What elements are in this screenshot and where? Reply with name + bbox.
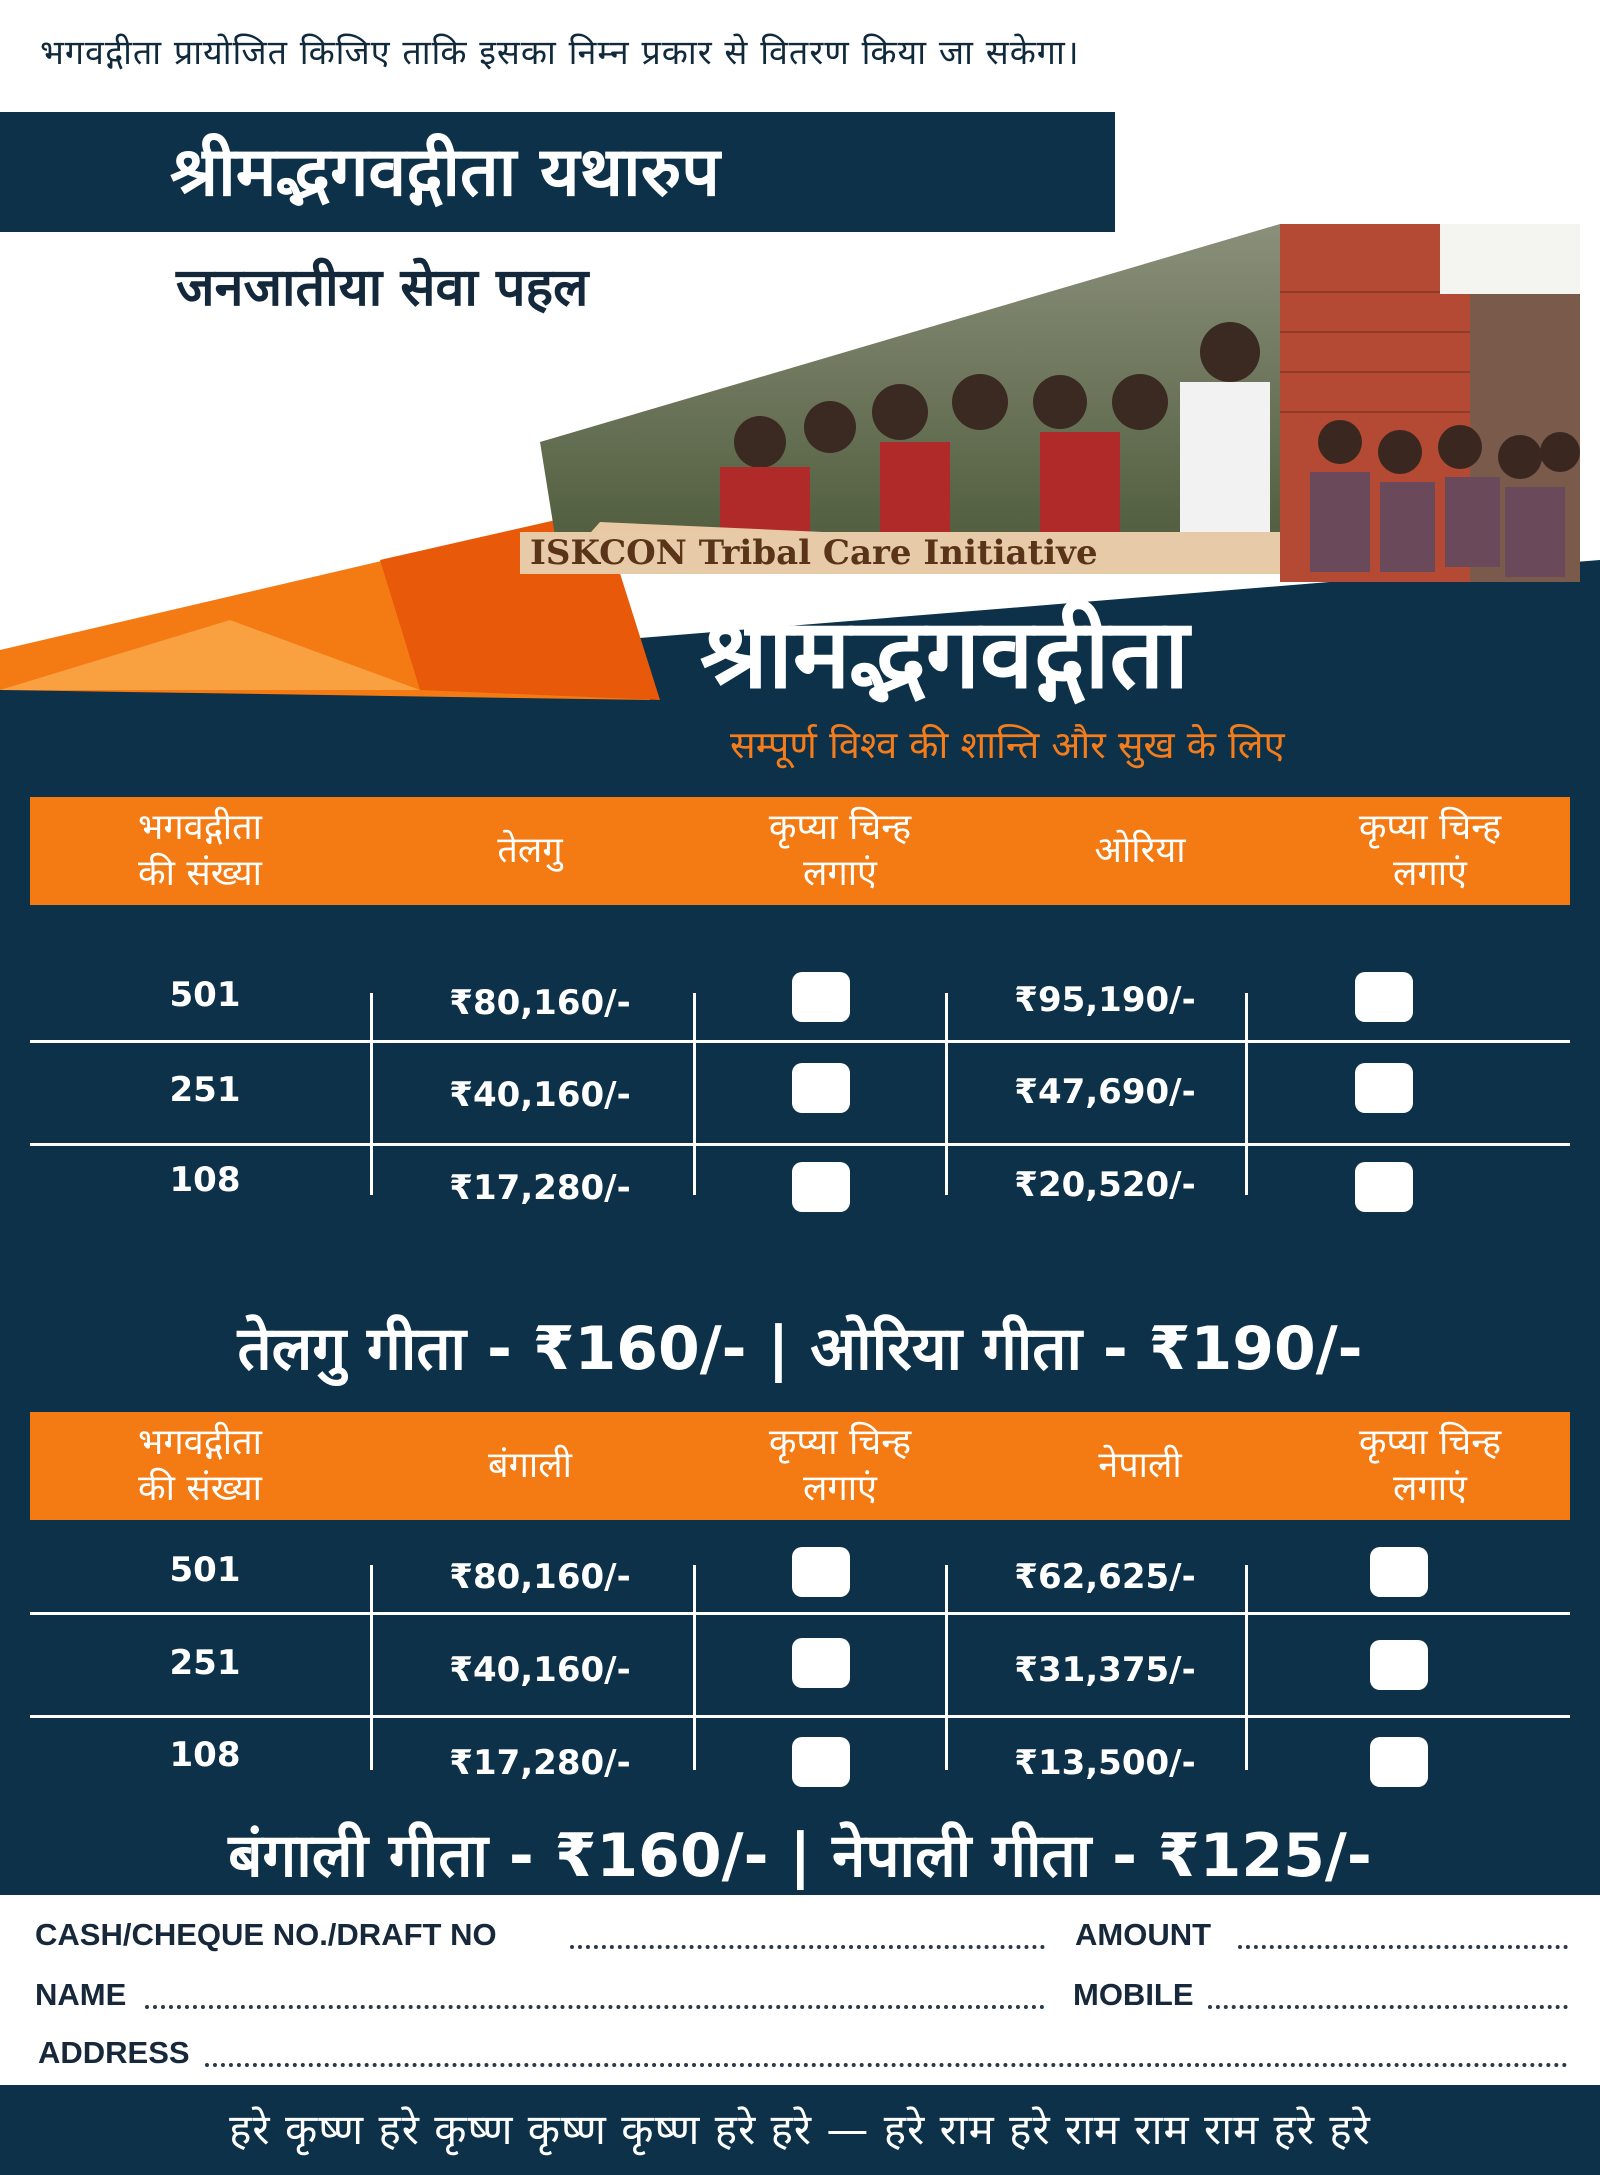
table-cell-count: 501 xyxy=(169,1550,241,1590)
table-cell-count: 108 xyxy=(169,1160,241,1200)
subtitle: जनजातीया सेवा पहल xyxy=(176,258,589,318)
header-mark xyxy=(690,797,990,905)
table-cell-price: ₹20,520/- xyxy=(1014,1165,1196,1205)
table-cell-price: ₹17,280/- xyxy=(449,1168,631,1208)
gita-title: श्रीमद्भगवद्गीता xyxy=(700,598,1190,710)
cash-field[interactable] xyxy=(570,1945,1045,1949)
name-label: NAME xyxy=(35,1977,127,2012)
checkbox[interactable] xyxy=(1370,1640,1428,1690)
checkbox[interactable] xyxy=(792,1737,850,1787)
header-telugu-label: तेलगु xyxy=(497,830,563,871)
col-divider xyxy=(693,1565,696,1770)
header-count xyxy=(30,797,370,905)
checkbox[interactable] xyxy=(792,1162,850,1212)
header-mark-label: कृप्या चिन्ह लगाएं xyxy=(768,807,912,894)
table-cell-price: ₹80,160/- xyxy=(449,1557,631,1597)
checkbox[interactable] xyxy=(1355,1063,1413,1113)
table2-header xyxy=(30,1412,1570,1520)
price-summary: तेलगु गीता - ₹160/- | ओरिया गीता - ₹190/- xyxy=(237,1314,1363,1384)
col-divider xyxy=(945,993,948,1195)
table-cell-price: ₹13,500/- xyxy=(1014,1743,1196,1783)
header-mark-label: कृप्या चिन्ह लगाएं xyxy=(1358,807,1502,894)
tagline: सम्पूर्ण विश्व की शान्ति और सुख के लिए xyxy=(730,723,1285,767)
checkbox[interactable] xyxy=(792,1638,850,1688)
header-telugu xyxy=(370,797,690,905)
top-note: भगवद्गीता प्रायोजित किजिए ताकि इसका निम्न प्रकार से वितरण किया जा सकेगा। xyxy=(40,33,1080,73)
address-label: ADDRESS xyxy=(38,2035,190,2070)
header-mark-label: कृप्या चिन्ह लगाएं xyxy=(1358,1422,1502,1509)
table-cell-count: 251 xyxy=(169,1643,241,1683)
table-cell-count: 108 xyxy=(169,1735,241,1775)
donation-form xyxy=(0,1895,1600,2085)
cash-label: CASH/CHEQUE NO./DRAFT NO xyxy=(35,1917,497,1952)
row-divider xyxy=(30,1612,1570,1615)
header-count-label: भगवद्गीता की संख्या xyxy=(137,1422,262,1509)
checkbox[interactable] xyxy=(1370,1547,1428,1597)
table-cell-price: ₹40,160/- xyxy=(449,1650,631,1690)
col-divider xyxy=(370,1565,373,1770)
col-divider xyxy=(1245,993,1248,1195)
row-divider xyxy=(30,1040,1570,1043)
checkbox[interactable] xyxy=(792,1547,850,1597)
name-field[interactable] xyxy=(145,2005,1045,2009)
row-divider xyxy=(30,1715,1570,1718)
header-mark xyxy=(1290,1412,1570,1520)
header-nepali xyxy=(990,1412,1290,1520)
header-nepali-label: नेपाली xyxy=(1098,1445,1182,1486)
col-divider xyxy=(945,1565,948,1770)
amount-field[interactable] xyxy=(1238,1945,1568,1949)
footer-mantra: हरे कृष्ण हरे कृष्ण कृष्ण कृष्ण हरे हरे — हरे राम हरे राम राम राम हरे हरे xyxy=(229,2105,1371,2154)
table-cell-price: ₹47,690/- xyxy=(1014,1072,1196,1112)
header-oriya-label: ओरिया xyxy=(1094,830,1186,871)
header-mark xyxy=(690,1412,990,1520)
header-count-label: भगवद्गीता की संख्या xyxy=(137,807,262,894)
checkbox[interactable] xyxy=(1370,1737,1428,1787)
row-divider xyxy=(30,1143,1570,1146)
table-cell-price: ₹80,160/- xyxy=(449,983,631,1023)
header-count xyxy=(30,1412,370,1520)
table-cell-price: ₹31,375/- xyxy=(1014,1650,1196,1690)
page-title: श्रीमद्भगवद्गीता यथारुप xyxy=(170,133,720,212)
checkbox[interactable] xyxy=(1355,972,1413,1022)
price-summary: बंगाली गीता - ₹160/- | नेपाली गीता - ₹125/- xyxy=(228,1821,1372,1891)
checkbox[interactable] xyxy=(1355,1162,1413,1212)
table-cell-price: ₹62,625/- xyxy=(1014,1557,1196,1597)
header-mark-label: कृप्या चिन्ह लगाएं xyxy=(768,1422,912,1509)
table-cell-price: ₹40,160/- xyxy=(449,1075,631,1115)
mobile-field[interactable] xyxy=(1208,2005,1568,2009)
header-mark xyxy=(1290,797,1570,905)
amount-label: AMOUNT xyxy=(1075,1917,1212,1952)
header-oriya xyxy=(990,797,1290,905)
col-divider xyxy=(693,993,696,1195)
table-cell-price: ₹95,190/- xyxy=(1014,980,1196,1020)
header-bengali xyxy=(370,1412,690,1520)
table-cell-count: 251 xyxy=(169,1070,241,1110)
mobile-label: MOBILE xyxy=(1073,1977,1194,2012)
checkbox[interactable] xyxy=(792,972,850,1022)
col-divider xyxy=(370,993,373,1195)
photo-banner-text: ISKCON Tribal Care Initiative xyxy=(530,533,1098,573)
header-bengali-label: बंगाली xyxy=(488,1445,572,1486)
table-cell-price: ₹17,280/- xyxy=(449,1743,631,1783)
checkbox[interactable] xyxy=(792,1063,850,1113)
table-cell-count: 501 xyxy=(169,975,241,1015)
address-field[interactable] xyxy=(205,2063,1568,2067)
table1-header xyxy=(30,797,1570,905)
col-divider xyxy=(1245,1565,1248,1770)
